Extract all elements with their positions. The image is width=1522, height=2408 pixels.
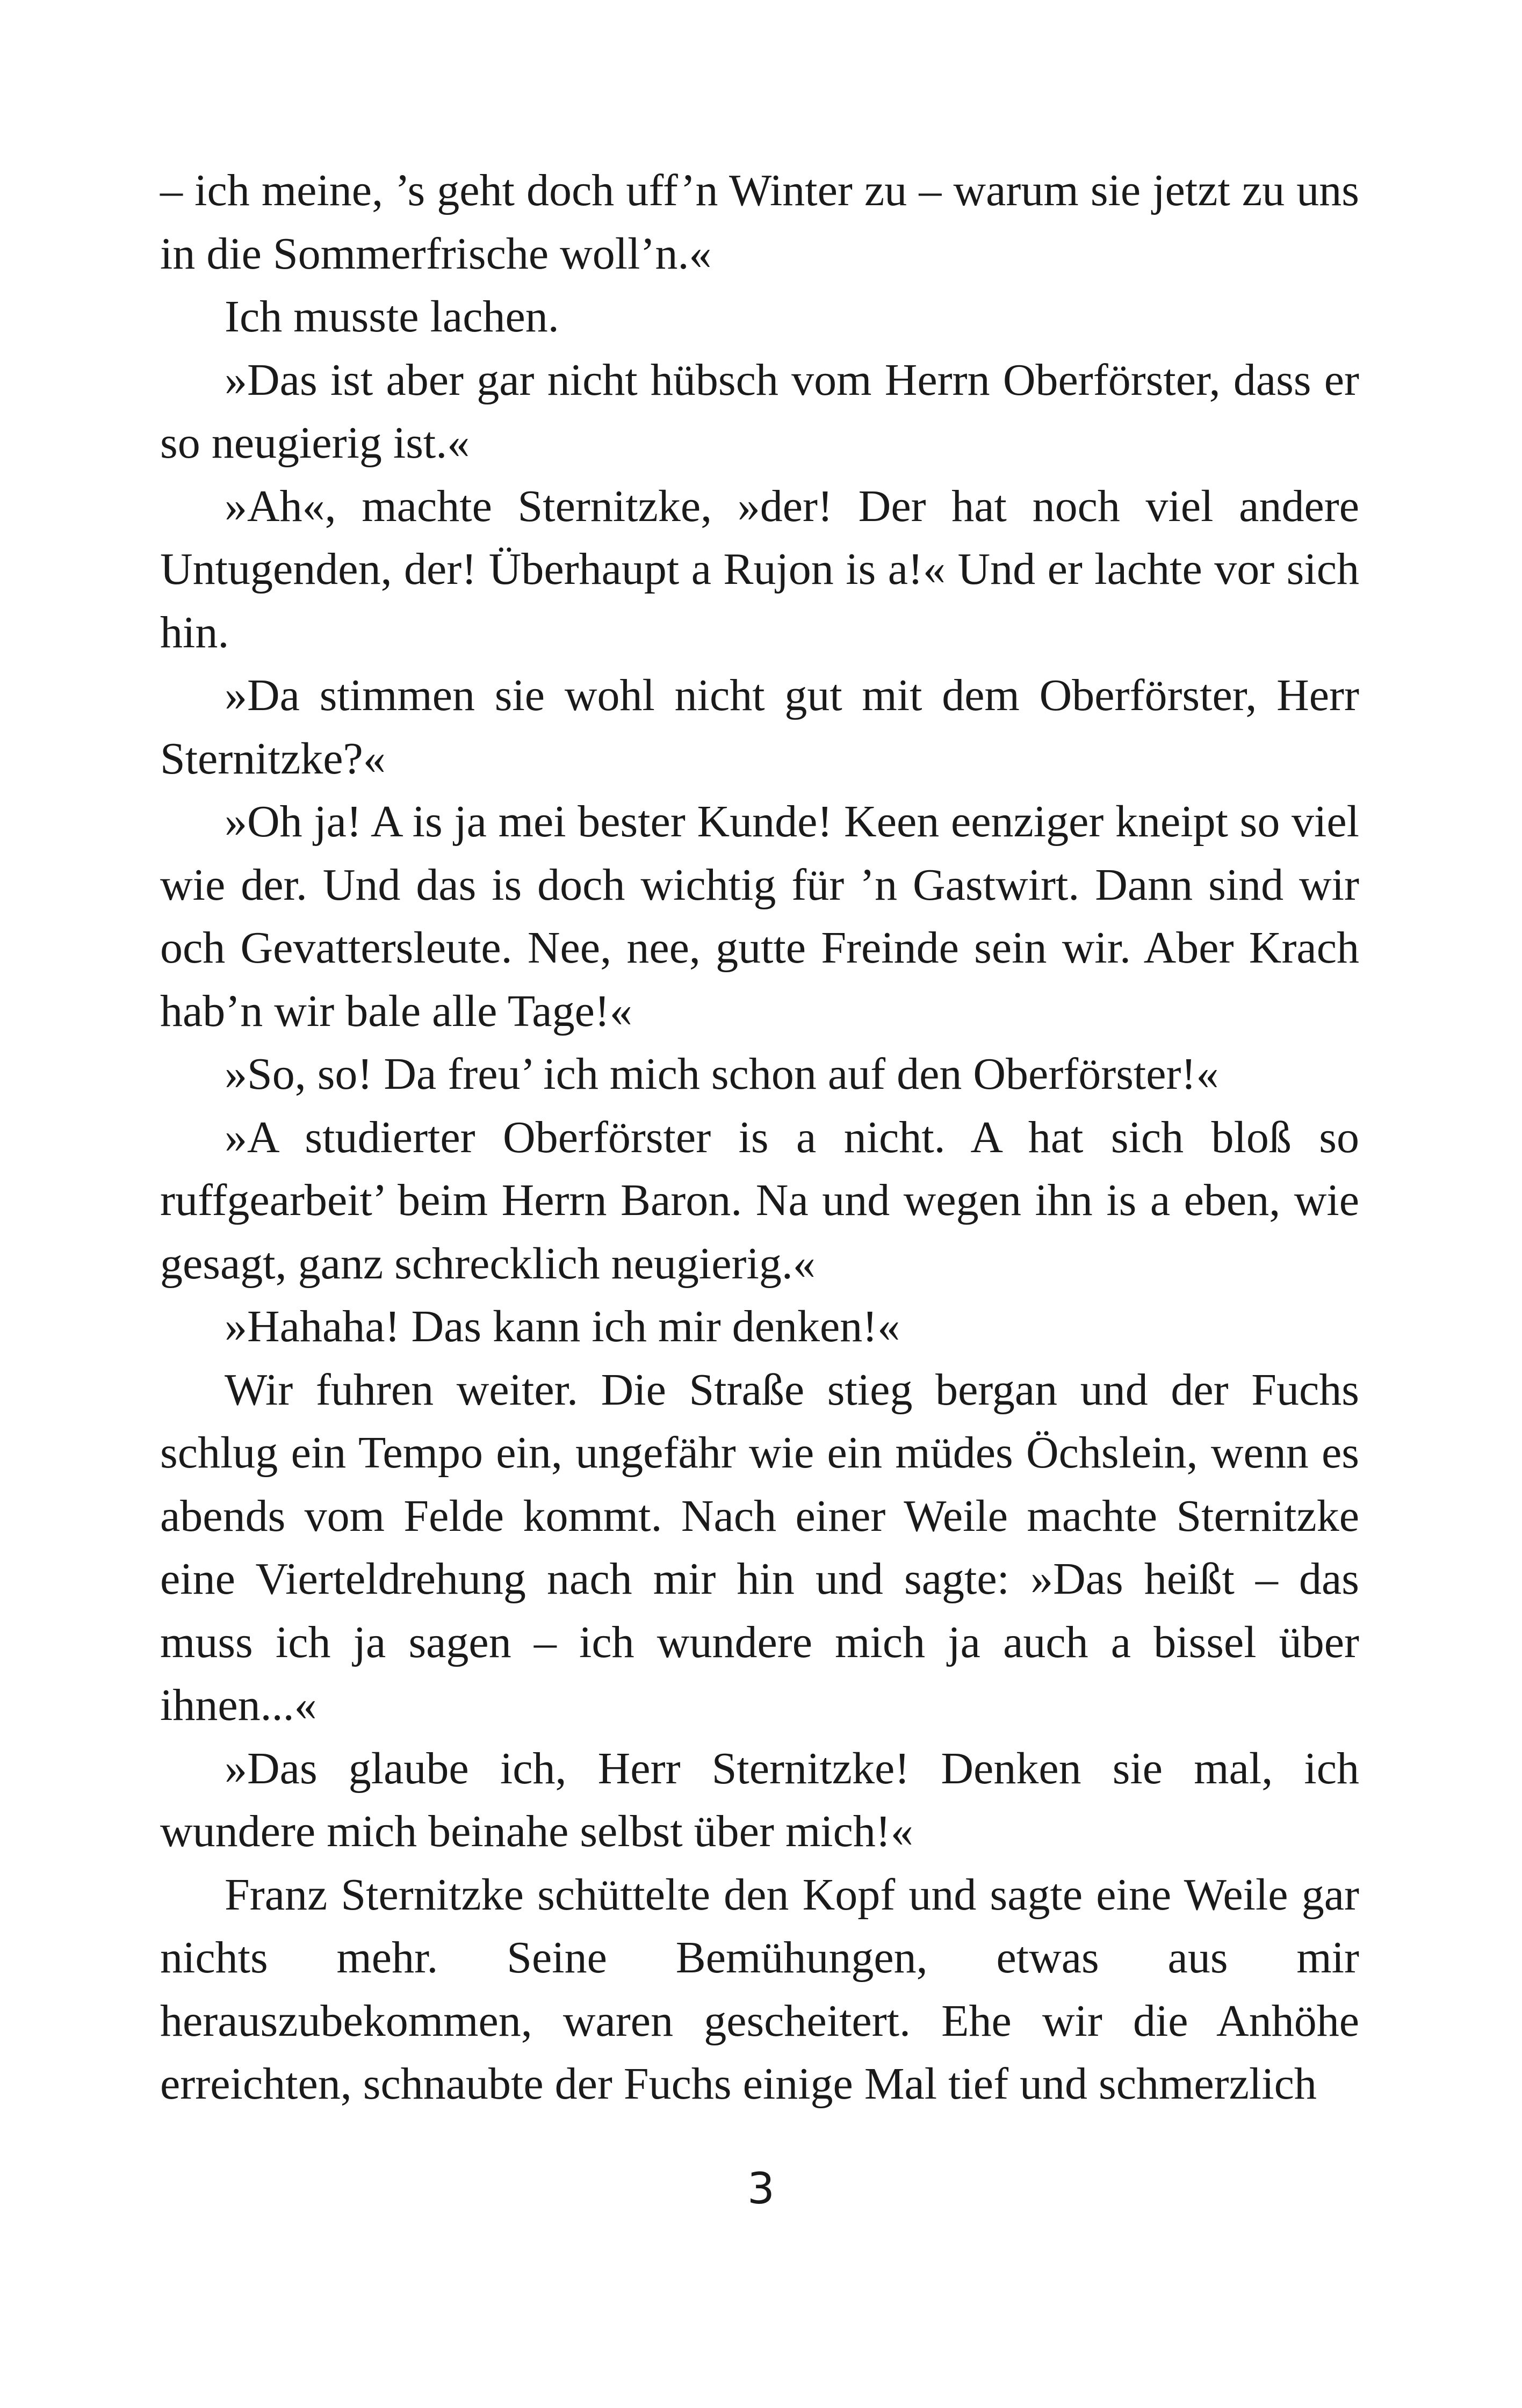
paragraph-10: Wir fuhren weiter. Die Straße stieg bergan und der Fuchs schlug ein Tempo ein, ungefähr wie ein müdes Öchslein, wenn es abends vom Felde kommt. Nach einer Weile machte Sternitzke eine Vierteldrehung nach mir hin und sagte: »Das heißt – das muss ich ja sagen – ich wundere mich ja auch a bissel über ihnen...« xyxy=(160,1364,1359,1730)
paragraph-3: »Das ist aber gar nicht hübsch vom Herrn Oberförster, dass er so neugierig ist.« xyxy=(160,355,1359,468)
paragraph-9: »Hahaha! Das kann ich mir denken!« xyxy=(225,1301,900,1351)
body-text xyxy=(160,159,1359,2116)
page-number: 3 xyxy=(747,2164,775,2214)
paragraph-1: – ich meine, ’s geht doch uff’n Winter zu – warum sie jetzt zu uns in die Sommerfrische woll’n.« xyxy=(160,165,1359,279)
paragraph-7: »So, so! Da freu’ ich mich schon auf den Oberförster!« xyxy=(225,1049,1219,1099)
paragraph-4: »Ah«, machte Sternitzke, »der! Der hat noch viel andere Untugenden, der! Überhaupt a Rujon is a!« Und er lachte vor sich hin. xyxy=(160,481,1359,657)
paragraph-12: Franz Sternitzke schüttelte den Kopf und sagte eine Weile gar nichts mehr. Seine Bemühungen, etwas aus mir herauszubekommen, waren gescheitert. Ehe wir die Anhöhe erreichten, schnaubte der Fuchs einige Mal tief und schmerzlich xyxy=(160,1869,1359,2109)
paragraph-6: »Oh ja! A is ja mei bester Kunde! Keen eenziger kneipt so viel wie der. Und das is doch wichtig für ’n Gastwirt. Dann sind wir och Gevattersleute. Nee, nee, gutte Freinde sein wir. Aber Krach hab’n wir bale alle Tage!« xyxy=(160,797,1359,1036)
paragraph-11: »Das glaube ich, Herr Sternitzke! Denken sie mal, ich wundere mich beinahe selbst über mich!« xyxy=(160,1743,1359,1856)
paragraph-2: Ich musste lachen. xyxy=(225,292,559,342)
paragraph-8: »A studierter Oberförster is a nicht. A hat sich bloß so ruffgearbeit’ beim Herrn Baron. Na und wegen ihn is a eben, wie gesagt, ganz schrecklich neugierig.« xyxy=(160,1112,1359,1289)
paragraph-5: »Da stimmen sie wohl nicht gut mit dem Oberförster, Herr Sternitzke?« xyxy=(160,670,1359,784)
